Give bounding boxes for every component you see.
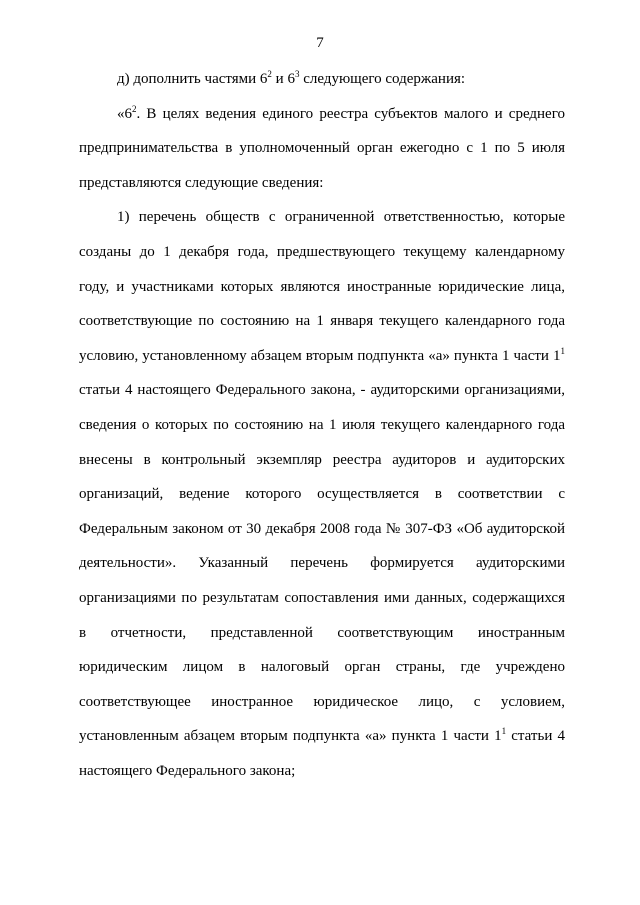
- paragraph-amendment-intro: [79, 62, 565, 97]
- superscript: 2: [132, 103, 137, 114]
- paragraph-text: статьи 4 настоящего Федерального закона, - аудиторскими организациями, сведения о которых по состоянию на 1 июля текущего календарного года внесены в контрольный экземпляр реестра аудиторов и аудиторских организаций, ведение которого осуществляется в соответствии с Федеральным законом от 30 декабря 2008 года № 307-ФЗ «Об аудиторской деятельности». Указанный перечень формируется аудиторскими организациями по результатам сопоставления ими данных, содержащихся в отчетности, представленной соответствующим иностранным юридическим лицом в налоговый орган страны, где учреждено соответствующее иностранное юридическое лицо, с условием, установленным абзацем вторым подпункта «а» пункта 1 части 1: [79, 382, 565, 745]
- page-number: 7: [316, 35, 324, 51]
- paragraph-text: и 6: [271, 71, 295, 87]
- paragraph-part-6-2: [79, 97, 565, 201]
- document-body: [79, 62, 565, 788]
- superscript: 3: [294, 69, 300, 79]
- paragraph-text: . В целях ведения единого реестра субъектов малого и среднего предпринимательства в уполномоченный орган ежегодно с 1 по 5 июля представляются следующие сведения:: [79, 105, 565, 191]
- superscript: 1: [560, 345, 565, 356]
- paragraph-text: «6: [117, 105, 132, 122]
- superscript: 1: [501, 726, 507, 737]
- paragraph-text: следующего содержания:: [299, 71, 466, 87]
- paragraph-text: д) дополнить частями 6: [117, 71, 268, 87]
- paragraph-text: 1) перечень обществ с ограниченной ответственностью, которые созданы до 1 декабря года, предшествующего текущему календарному году, и участниками которых являются иностранные юридические лица, соответствующие по состоянию на 1 января текущего календарного года условию, установленному абзацем вторым подпункта «а» пункта 1 части 1: [79, 209, 565, 364]
- paragraph-text: статьи 4 настоящего Федерального закона;: [79, 728, 565, 779]
- paragraph-item-1: [79, 200, 565, 788]
- superscript: 2: [267, 69, 272, 79]
